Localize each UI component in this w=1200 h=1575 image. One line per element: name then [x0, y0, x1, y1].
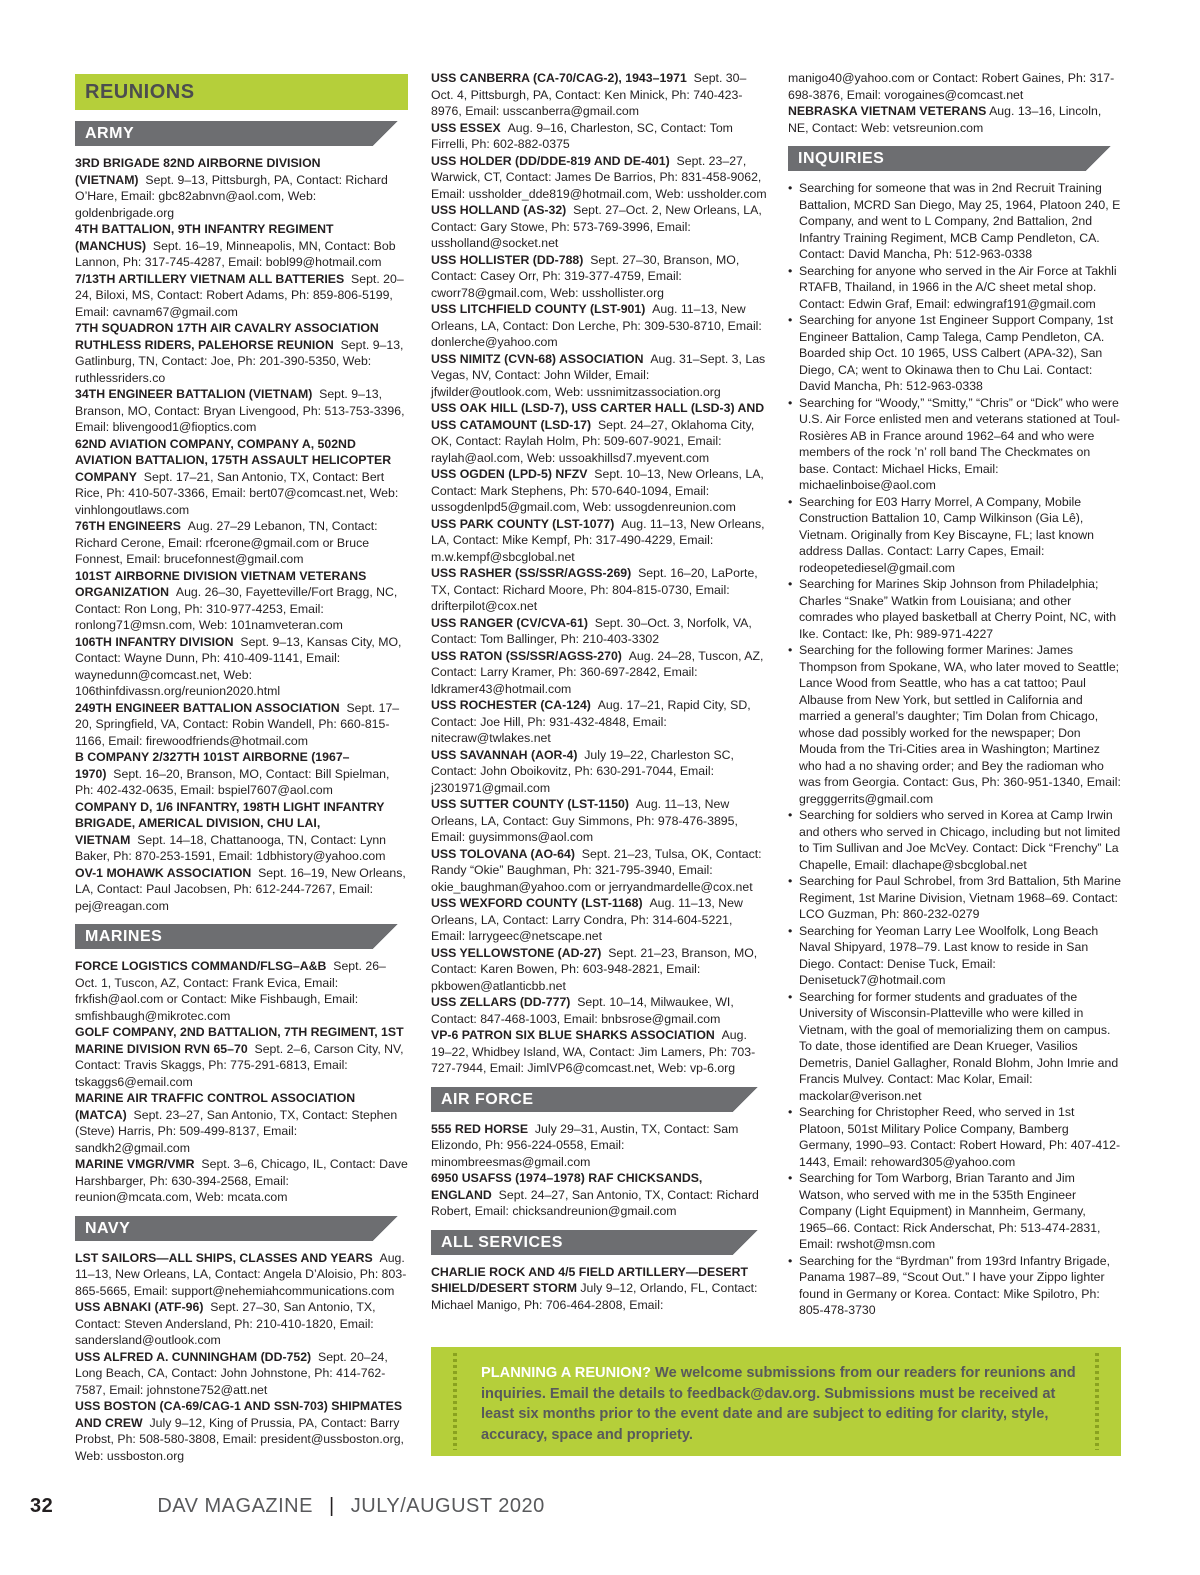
list-item — [431, 252, 768, 302]
entry-text: Sept. 21–23, Branson, MO, Contact: Karen Bowen, Ph: 603-948-2821, Email: pkbowen@atlanticbb.net — [431, 945, 758, 993]
planning-text — [481, 1363, 1081, 1445]
list-item — [431, 1264, 768, 1314]
entry-text: Sept. 26–Oct. 1, Tuscon, AZ, Contact: Frank Evica, Email: frkfish@aol.com or Contact: Mike Fishbaugh, Email: smfishbaugh@mikrotec.com — [75, 959, 386, 1023]
entry-text: Aug. 19–22, Whidbey Island, WA, Contact: Jim Lamers, Ph: 703-727-7944, Email: JimlVP6@comcast.net, Web: vp-6.org — [431, 1028, 756, 1075]
entry-text: Aug. 9–16, Charleston, SC, Contact: Tom Firrelli, Ph: 602-882-0375 — [431, 120, 733, 151]
entry-title: LST SAILORS—ALL SHIPS, CLASSES AND YEARS — [75, 1250, 373, 1265]
stitch-decoration — [453, 1353, 457, 1450]
list-item — [431, 747, 768, 797]
planning-lead: PLANNING A REUNION? — [481, 1365, 651, 1381]
inquiry-item: • Searching for E03 Harry Morrel, A Company, Mobile Construction Battalion 10, Camp Wilkinson (Gia Lê), Vietnam. Originally from Key Biscayne, FL; last known address Dallas. Contact: Larry Capes, Email: rodeopetediesel@gmail.com — [788, 494, 1121, 577]
inquiry-item: • Searching for the “Byrdman” from 193rd Infantry Brigade, Panama 1987–89, “Scout Out.” I have your Zippo lighter found in Germany or Korea. Contact: Mike Spilotro, Ph: 805-478-3730 — [788, 1253, 1121, 1319]
entry-title: VP-6 PATRON SIX BLUE SHARKS ASSOCIATION — [431, 1028, 715, 1042]
entry-title: FORCE LOGISTICS COMMAND/FLSG–A&B — [75, 959, 327, 973]
list-item — [431, 301, 768, 351]
marines-list — [75, 958, 408, 1206]
footer-separator: | — [329, 1495, 335, 1517]
list-item — [431, 895, 768, 945]
entry-text: Sept. 3–6, Chicago, IL, Contact: Dave Harshbarger, Ph: 630-394-2568, Email: reunion@mcata.com, Web: mcata.com — [75, 1157, 408, 1204]
inquiries-list — [788, 180, 1121, 1319]
entry-title: 6950 USAFSS (1974–1978) RAF CHICKSANDS, ENGLAND — [431, 1171, 703, 1202]
entry-text: Sept. 23–27, San Antonio, TX, Contact: Stephen (Steve) Harris, Ph: 509-499-8137, Email: sandkh2@gmail.com — [75, 1107, 398, 1155]
entry-title: USS LITCHFIELD COUNTY (LST-901) — [431, 302, 646, 316]
entry-text: Sept. 23–27, Warwick, CT, Contact: James De Barrios, Ph: 831-458-9062, Email: ussholder_dde819@hotmail.com, Web: ussholder.com — [431, 153, 767, 201]
list-item — [431, 466, 768, 516]
list-item — [431, 516, 768, 566]
page-number: 32 — [30, 1495, 54, 1517]
entry-title: USS TOLOVANA (AO-64) — [431, 846, 575, 861]
navy-list-1 — [75, 1250, 408, 1465]
entry-text: Sept. 20–24, Biloxi, MS, Contact: Robert Adams, Ph: 859-806-5199, Email: cavnam67@gmail.com — [75, 271, 404, 319]
entry-title: USS YELLOWSTONE (AD-27) — [431, 945, 602, 960]
entry-title: B COMPANY 2/327TH 101ST AIRBORNE (1967–1970) — [75, 750, 350, 781]
list-item — [75, 436, 408, 519]
entry-text: Sept. 17–20, Springfield, VA, Contact: Robin Wandell, Ph: 660-815-1166, Email: firewoodfriends@hotmail.com — [75, 700, 400, 748]
inquiry-item: • Searching for former students and graduates of the University of Wisconsin-Platteville who were killed in Vietnam, with the goal of memorializing them on campus. To date, those identified are Dean Krueger, Vasilios Demetris, Daniel Gallagher, Ronald Blohm, John Imrie and Francis Mulvey. Contact: Mac Kolar, Email: mackolar@verison.net — [788, 989, 1121, 1105]
entry-title: USS ABNAKI (ATF-96) — [75, 1300, 204, 1314]
entry-title: 101ST AIRBORNE DIVISION VIETNAM VETERANS ORGANIZATION — [75, 568, 367, 599]
list-item — [75, 1156, 408, 1206]
issue-date: JULY/AUGUST 2020 — [350, 1495, 545, 1517]
list-item — [431, 945, 768, 995]
entry-text: Sept. 16–20, LaPorte, TX, Contact: Richard Moore, Ph: 804-815-0730, Email: drifterpilot@cox.net — [431, 566, 758, 613]
list-item — [75, 1090, 408, 1156]
inquiry-item: • Searching for Paul Schrobel, from 3rd Battalion, 5th Marine Regiment, 1st Marine Division, Vietnam 1968–69. Contact: LCO Guzman, Ph: 860-232-0279 — [788, 873, 1121, 923]
air-force-list — [431, 1121, 768, 1220]
entry-text: Sept. 16–19, Minneapolis, MN, Contact: Bob Lannon, Ph: 317-745-4287, Email: bobl99@hotmail.com — [75, 238, 396, 269]
entry-text: Aug. 11–13, New Orleans, LA, Contact: Guy Simmons, Ph: 978-476-3895, Email: guysimmons@aol.com — [431, 797, 738, 844]
entry-text: July 19–22, Charleston SC, Contact: John Oboikovitz, Ph: 630-291-7044, Email: j2301971@gmail.com — [431, 747, 734, 795]
entry-text: Sept. 27–Oct. 2, New Orleans, LA, Contact: Gary Stowe, Ph: 573-769-3996, Email: ussholland@socket.net — [431, 203, 762, 250]
entry-title: USS ALFRED A. CUNNINGHAM (DD-752) — [75, 1349, 312, 1364]
list-item — [75, 1024, 408, 1090]
inquiry-item: • Searching for Marines Skip Johnson from Philadelphia; Charles “Snake” Watkin from Louisiana; and other comrades who played basketball at Cherry Point, NC, with Ike. Contact: Ike, Ph: 989-971-4227 — [788, 576, 1121, 642]
list-item — [75, 749, 408, 799]
entry-text: July 9–12, Orlando, FL, Contact: Michael Manigo, Ph: 706-464-2808, Email: — [431, 1281, 758, 1312]
list-item — [788, 70, 1121, 103]
inquiry-item: • Searching for anyone 1st Engineer Support Company, 1st Engineer Battalion, Camp Talega, Camp Pendleton, CA. Boarded ship Oct. 10 1965, USS Calbert (APA-32), San Diego, CA; went to Okinawa then to Chu Lai. Contact: David Mancha, Ph: 512-963-0338 — [788, 312, 1121, 395]
entry-title: 555 RED HORSE — [431, 1121, 529, 1136]
list-item — [75, 634, 408, 700]
list-item — [431, 202, 768, 252]
list-item — [431, 400, 768, 466]
section-air-force-heading: AIR FORCE — [431, 1087, 768, 1112]
entry-title: USS HOLDER (DD/DDE-819 AND DE-401) — [431, 153, 670, 168]
list-item — [431, 153, 768, 203]
entry-title: USS ZELLARS (DD-777) — [431, 995, 571, 1009]
entry-title: USS RATON (SS/SSR/AGSS-270) — [431, 648, 622, 663]
inquiry-item: • Searching for Tom Warborg, Brian Taranto and Jim Watson, who served with me in the 535th Engineer Company (Light Equipment) in Mannheim, Germany, 1965–66. Contact: Rick Anderschat, Ph: 513-474-2831, Email: rwshot@msn.com — [788, 1170, 1121, 1253]
entry-title: USS ESSEX — [431, 120, 501, 135]
entry-text: Sept. 9–13, Gatlinburg, TN, Contact: Joe, Ph: 201-390-5350, Web: ruthlessriders.co — [75, 337, 404, 385]
entry-text: Aug. 11–13, New Orleans, LA, Contact: Don Lerche, Ph: 309-530-8710, Email: donlerche@yahoo.com — [431, 302, 762, 349]
entry-text: Aug. 26–30, Fayetteville/Fort Bragg, NC, Contact: Ron Long, Ph: 310-977-4253, Email: ronlong71@msn.com, Web: 101namveteran.com — [75, 585, 398, 632]
inquiry-item: • Searching for anyone who served in the Air Force at Takhli RTAFB, Thailand, in 1966 in the A/C sheet metal shop. Contact: Edwin Graf, Email: edwingraf191@gmail.com — [788, 263, 1121, 313]
entry-title: USS SUTTER COUNTY (LST-1150) — [431, 797, 629, 811]
stitch-decoration — [1095, 1353, 1099, 1450]
inquiry-item: • Searching for Yeoman Larry Lee Woolfolk, Long Beach Naval Shipyard, 1978–79. Last know to reside in San Diego. Contact: Denise Tuck, Email: Denisetuck7@hotmail.com — [788, 923, 1121, 989]
list-item — [431, 994, 768, 1027]
list-item — [431, 1121, 768, 1171]
entry-text: Sept. 17–21, San Antonio, TX, Contact: Bert Rice, Ph: 410-507-3366, Email: bert07@comcast.net, Web: vinhlongoutlaws.com — [75, 469, 399, 517]
list-item — [75, 865, 408, 915]
entry-text: Aug. 11–13, New Orleans, LA, Contact: Mike Kempf, Ph: 317-490-4229, Email: m.w.kempf@sbcglobal.net — [431, 516, 765, 564]
entry-text: Aug. 31–Sept. 3, Las Vegas, NV, Contact: John Wilder, Email: jfwilder@outlook.com, Web: ussnimitzassociation.org — [431, 351, 766, 399]
entry-text: Sept. 9–13, Kansas City, MO, Contact: Wayne Dunn, Ph: 410-409-1141, Email: waynedunn@comcast.net, Web: 106thinfdivassn.org/reunion2020.html — [75, 634, 402, 698]
entry-text: Sept. 10–14, Milwaukee, WI, Contact: 847-468-1003, Email: bnbsrose@gmail.com — [431, 995, 734, 1026]
entry-text: Sept. 10–13, New Orleans, LA, Contact: Mark Stephens, Ph: 570-640-1094, Email: ussogdenlpd5@gmail.com, Web: ussogdenreunion.com — [431, 467, 764, 514]
column-3 — [788, 70, 1121, 1319]
entry-text: Sept. 30–Oct. 3, Norfolk, VA, Contact: Tom Ballinger, Ph: 210-403-3302 — [431, 615, 752, 646]
entry-title: 34TH ENGINEER BATTALION (VIETNAM) — [75, 387, 313, 401]
section-army-heading: ARMY — [75, 121, 408, 146]
entry-text: Aug. 27–29 Lebanon, TN, Contact: Richard Cerone, Email: rfcerone@gmail.com or Bruce Fonnest, Email: brucefonnest@gmail.com — [75, 519, 378, 566]
entry-title: USS WEXFORD COUNTY (LST-1168) — [431, 896, 643, 910]
entry-text: Aug. 24–28, Tuscon, AZ, Contact: Larry Kramer, Ph: 360-697-2842, Email: ldkramer43@hotmail.com — [431, 648, 764, 696]
entry-text: Sept. 14–18, Chattanooga, TN, Contact: Lynn Baker, Ph: 870-253-1591, Email: 1dbhistory@yahoo.com — [75, 832, 387, 863]
list-item — [431, 565, 768, 615]
list-item — [431, 648, 768, 698]
section-all-services-heading: ALL SERVICES — [431, 1230, 768, 1255]
entry-text: manigo40@yahoo.com or Contact: Robert Gaines, Ph: 317-698-3876, Email: vorogaines@comcast.net — [788, 71, 1115, 102]
entry-text: Aug. 17–21, Rapid City, SD, Contact: Joe Hill, Ph: 931-432-4848, Email: nitecraw@twlakes.net — [431, 698, 751, 745]
entry-title: USS CANBERRA (CA-70/CAG-2), 1943–1971 — [431, 71, 687, 85]
list-item — [431, 351, 768, 401]
entry-title: NEBRASKA VIETNAM VETERANS — [788, 104, 987, 118]
list-item — [75, 320, 408, 386]
list-item — [75, 271, 408, 321]
entry-title: 106TH INFANTRY DIVISION — [75, 634, 234, 649]
entry-title: USS PARK COUNTY (LST-1077) — [431, 516, 615, 531]
inquiry-item: • Searching for soldiers who served in Korea at Camp Irwin and others who served in Chicago, including but not limited to Tim Sullivan and Joe McVey. Contact: Dick “Frenchy” La Chapelle, Email: dlachape@sbcglobal.net — [788, 807, 1121, 873]
entry-title: 4TH BATTALION, 9TH INFANTRY REGIMENT (MANCHUS) — [75, 222, 334, 253]
entry-title: USS BOSTON (CA-69/CAG-1 AND SSN-703) SHIPMATES AND CREW — [75, 1399, 403, 1430]
list-item — [75, 518, 408, 568]
list-item — [75, 1398, 408, 1464]
section-marines-heading: MARINES — [75, 924, 408, 949]
entry-title: 7TH SQUADRON 17TH AIR CAVALRY ASSOCIATION RUTHLESS RIDERS, PALEHORSE REUNION — [75, 321, 379, 352]
list-item — [431, 796, 768, 846]
entry-title: CHARLIE ROCK AND 4/5 FIELD ARTILLERY—DESERT SHIELD/DESERT STORM — [431, 1264, 748, 1295]
entry-title: MARINE VMGR/VMR — [75, 1157, 195, 1171]
entry-title: USS NIMITZ (CVN-68) ASSOCIATION — [431, 351, 644, 366]
inquiry-item: • Searching for someone that was in 2nd Recruit Training Battalion, MCRD San Diego, May 25, 1964, Platoon 240, E Company, and went to L Company, 2nd Battalion, 2nd Infantry Training Regiment, MCB Camp Pendleton, CA. Contact: David Mancha, Ph: 512-963-0338 — [788, 180, 1121, 263]
entry-title: USS OGDEN (LPD-5) NFZV — [431, 467, 588, 481]
entry-title: 3RD BRIGADE 82ND AIRBORNE DIVISION (VIETNAM) — [75, 156, 321, 187]
column-2 — [431, 70, 768, 1313]
inquiry-item: • Searching for “Woody,” “Smitty,” “Chris” or “Dick” who were U.S. Air Force enlisted men and veterans stationed at Toul-Rosières AB in France around 1962–64 and who were members of the rock ’n’ roll band The Checkmates on base. Contact: Michael Hicks, Email: michaelinboise@aol.com — [788, 395, 1121, 494]
entry-text: Aug. 11–13, New Orleans, LA, Contact: Larry Condra, Ph: 314-604-5221, Email: larrygeec@netscape.net — [431, 896, 743, 943]
list-item — [431, 120, 768, 153]
inquiry-item: • Searching for the following former Marines: James Thompson from Spokane, WA, who later moved to Seattle; Lance Wood from Seattle, who has a cat tattoo; Paul Albause from New York, but settled in California and married a general’s daughter; Tim Dolan from Chicago, whose dad possibly worked for the newspaper; Don Mouda from the Tri-Cities area in Washington; Martinez who had a no shaving order; and Bey the radioman who was from Georgia. Contact: Gus, Ph: 360-951-1340, Email: gregggerrits@gmail.com — [788, 642, 1121, 807]
entry-text: Sept. 24–27, Oklahoma City, OK, Contact: Raylah Holm, Ph: 509-607-9021, Email: raylah@aol.com, Web: ussoakhillsd7.myevent.com — [431, 417, 755, 465]
entry-text: July 29–31, Austin, TX, Contact: Sam Elizondo, Ph: 956-224-0558, Email: minombreesmas@gmail.com — [431, 1121, 739, 1169]
planning-body: We welcome submissions from our readers for reunions and inquiries. Email the details to feedback@dav.org. Submissions must be received at least six months prior to the event date and are subject to editing for clarity, style, accuracy, space and propriety. — [481, 1365, 1076, 1443]
entry-text: Sept. 20–24, Long Beach, CA, Contact: John Johnstone, Ph: 414-762-7587, Email: johnstone752@att.net — [75, 1349, 388, 1397]
entry-title: OV-1 MOHAWK ASSOCIATION — [75, 865, 252, 880]
list-item — [788, 103, 1121, 136]
entry-title: COMPANY D, 1/6 INFANTRY, 198TH LIGHT INFANTRY BRIGADE, AMERICAL DIVISION, CHU LAI, VIETNAM — [75, 799, 385, 847]
entry-title: USS HOLLAND (AS-32) — [431, 203, 567, 217]
list-item — [75, 386, 408, 436]
entry-text: Sept. 30–Oct. 4, Pittsburgh, PA, Contact: Ken Minick, Ph: 740-423-8976, Email: usscanberra@gmail.com — [431, 71, 747, 118]
entry-title: USS HOLLISTER (DD-788) — [431, 252, 584, 267]
entry-title: USS OAK HILL (LSD-7), USS CARTER HALL (LSD-3) AND USS CATAMOUNT (LSD-17) — [431, 401, 765, 432]
entry-text: Sept. 2–6, Carson City, NV, Contact: Travis Skaggs, Ph: 775-291-6813, Email: tskaggs6@email.com — [75, 1041, 404, 1089]
entry-title: GOLF COMPANY, 2ND BATTALION, 7TH REGIMENT, 1ST MARINE DIVISION RVN 65–70 — [75, 1025, 404, 1056]
list-item — [75, 155, 408, 221]
list-item — [431, 846, 768, 896]
entry-title: 76TH ENGINEERS — [75, 519, 181, 533]
list-item — [75, 1299, 408, 1349]
list-item — [431, 697, 768, 747]
list-item — [75, 1349, 408, 1399]
entry-title: USS RANGER (CV/CVA-61) — [431, 615, 588, 630]
planning-callout — [431, 1347, 1121, 1456]
entry-text: Sept. 27–30, Branson, MO, Contact: Casey Orr, Ph: 319-377-4759, Email: cworr78@gmail.com, Web: usshollister.org — [431, 252, 740, 300]
entry-title: USS ROCHESTER (CA-124) — [431, 698, 591, 712]
entry-title: 7/13TH ARTILLERY VIETNAM ALL BATTERIES — [75, 271, 345, 286]
navy-list-2 — [431, 70, 768, 1077]
entry-text: July 9–12, King of Prussia, PA, Contact: Barry Probst, Ph: 508-580-3808, Email: president@ussboston.org, Web: ussboston.org — [75, 1415, 404, 1463]
list-item — [75, 958, 408, 1024]
section-inquiries-heading: INQUIRIES — [788, 146, 1121, 171]
list-item — [431, 70, 768, 120]
entry-text: Sept. 16–20, Branson, MO, Contact: Bill Spielman, Ph: 402-432-0635, Email: bspiel7607@aol.com — [75, 766, 390, 797]
entry-text: Aug. 13–16, Lincoln, NE, Contact: Web: vetsreunion.com — [788, 104, 1102, 135]
entry-title: 249TH ENGINEER BATTALION ASSOCIATION — [75, 700, 340, 715]
entry-text: Sept. 27–30, San Antonio, TX, Contact: Steven Andersland, Ph: 210-410-1820, Email: sandersland@outlook.com — [75, 1300, 376, 1347]
list-item — [75, 221, 408, 271]
column-1 — [75, 70, 408, 1464]
entry-text: Sept. 24–27, San Antonio, TX, Contact: Richard Robert, Email: chicksandreunion@gmail.com — [431, 1187, 759, 1218]
page-footer — [30, 1495, 545, 1518]
entry-title: 62ND AVIATION COMPANY, COMPANY A, 502ND AVIATION BATTALION, 175TH ASSAULT HELICOPTER COMPANY — [75, 436, 392, 484]
magazine-name: DAV MAGAZINE — [157, 1495, 313, 1517]
entry-title: USS RASHER (SS/SSR/AGSS-269) — [431, 566, 632, 580]
list-item — [431, 615, 768, 648]
list-item — [75, 799, 408, 865]
list-item — [75, 568, 408, 634]
entry-text: Sept. 16–19, New Orleans, LA, Contact: Paul Jacobsen, Ph: 612-244-7267, Email: pej@reagan.com — [75, 865, 406, 913]
list-item — [431, 1027, 768, 1077]
entry-title: MARINE AIR TRAFFIC CONTROL ASSOCIATION (MATCA) — [75, 1091, 356, 1122]
list-item — [431, 1170, 768, 1220]
army-list — [75, 155, 408, 914]
entry-title: USS SAVANNAH (AOR-4) — [431, 747, 578, 762]
entry-text: Sept. 21–23, Tulsa, OK, Contact: Randy “Okie” Baughman, Ph: 321-795-3940, Email: okie_baughman@yahoo.com or jerryandmardelle@cox.net — [431, 846, 762, 894]
entry-text: Sept. 9–13, Pittsburgh, PA, Contact: Richard O’Hare, Email: gbc82abnvn@aol.com, Web: goldenbrigade.org — [75, 172, 388, 220]
list-item — [75, 700, 408, 750]
reunions-heading: REUNIONS — [75, 74, 408, 110]
inquiry-item: • Searching for Christopher Reed, who served in 1st Platoon, 501st Military Police Company, Bamberg Germany, 1990–93. Contact: Robert Howard, Ph: 407-412-1443, Email: rehoward305@yahoo.com — [788, 1104, 1121, 1170]
section-navy-heading: NAVY — [75, 1216, 408, 1241]
entry-text: Aug. 11–13, New Orleans, LA, Contact: Angela D’Aloisio, Ph: 803-865-5665, Email: support@nehemiahcommunications.com — [75, 1250, 407, 1298]
entry-text: Sept. 9–13, Branson, MO, Contact: Bryan Livengood, Ph: 513-753-3396, Email: blivengood1@fioptics.com — [75, 387, 405, 434]
list-item — [75, 1250, 408, 1300]
